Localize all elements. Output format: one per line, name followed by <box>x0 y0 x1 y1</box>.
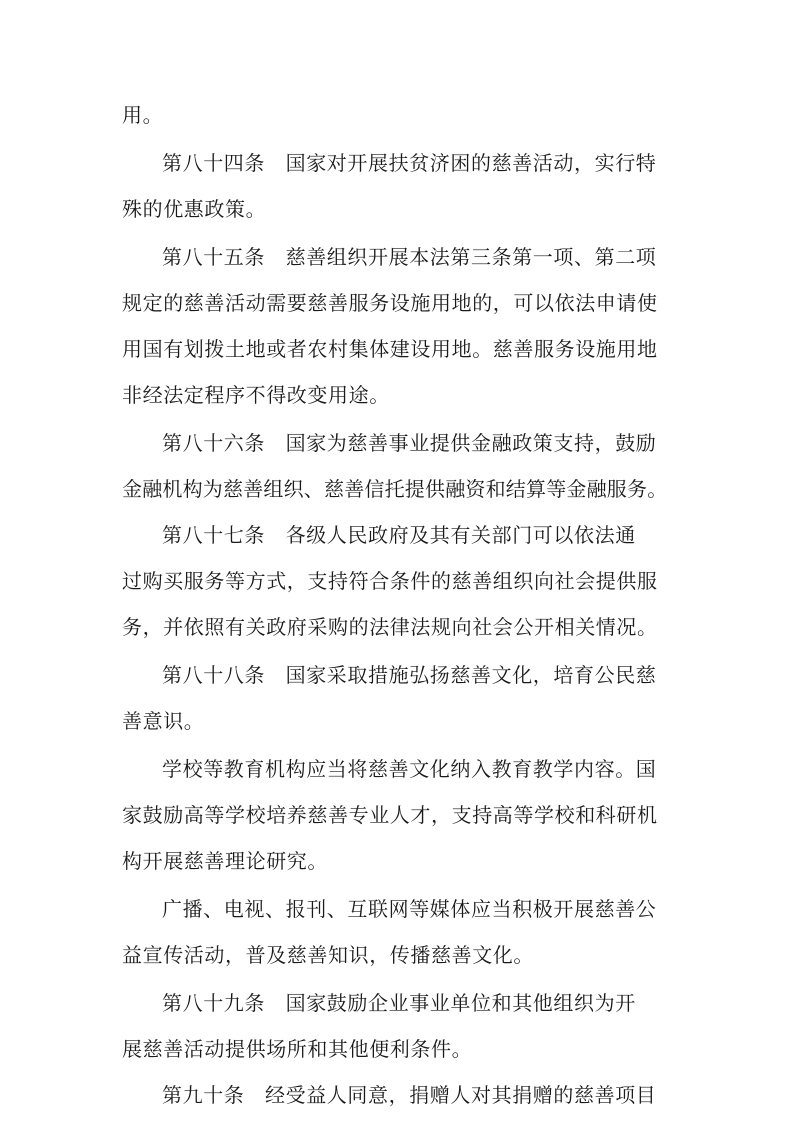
article-87-heading-line: 第八十七条 各级人民政府及其有关部门可以依法通 <box>162 523 636 547</box>
text-line: 规定的慈善活动需要慈善服务设施用地的，可以依法申请使 <box>122 291 658 315</box>
paragraph-first-line: 广播、电视、报刊、互联网等媒体应当积极开展慈善公 <box>162 897 657 921</box>
text-line: 善意识。 <box>122 709 205 733</box>
text-line: 殊的优惠政策。 <box>122 197 267 221</box>
article-89-heading-line: 第八十九条 国家鼓励企业事业单位和其他组织为开 <box>162 991 636 1015</box>
paragraph-first-line: 学校等教育机构应当将慈善文化纳入教育教学内容。国 <box>162 757 657 781</box>
text-line: 务，并依照有关政府采购的法律法规向社会公开相关情况。 <box>122 615 658 639</box>
text-line: 益宣传活动，普及慈善知识，传播慈善文化。 <box>122 943 534 967</box>
text-line: 用。 <box>122 103 164 127</box>
article-86-heading-line: 第八十六条 国家为慈善事业提供金融政策支持，鼓励 <box>162 431 657 455</box>
article-88-heading-line: 第八十八条 国家采取措施弘扬慈善文化，培育公民慈 <box>162 663 657 687</box>
text-line: 金融机构为慈善组织、慈善信托提供融资和结算等金融服务。 <box>122 477 668 501</box>
text-line: 过购买服务等方式，支持符合条件的慈善组织向社会提供服 <box>122 569 658 593</box>
text-line: 非经法定程序不得改变用途。 <box>122 383 390 407</box>
article-84-heading-line: 第八十四条 国家对开展扶贫济困的慈善活动，实行特 <box>162 151 657 175</box>
text-line: 展慈善活动提供场所和其他便利条件。 <box>122 1037 473 1061</box>
text-line: 家鼓励高等学校培养慈善专业人才，支持高等学校和科研机 <box>122 803 658 827</box>
text-line: 用国有划拨土地或者农村集体建设用地。慈善服务设施用地 <box>122 337 658 361</box>
text-line: 构开展慈善理论研究。 <box>122 849 328 873</box>
article-90-heading-line: 第九十条 经受益人同意，捐赠人对其捐赠的慈善项目 <box>162 1083 657 1107</box>
article-85-heading-line: 第八十五条 慈善组织开展本法第三条第一项、第二项 <box>162 245 657 269</box>
